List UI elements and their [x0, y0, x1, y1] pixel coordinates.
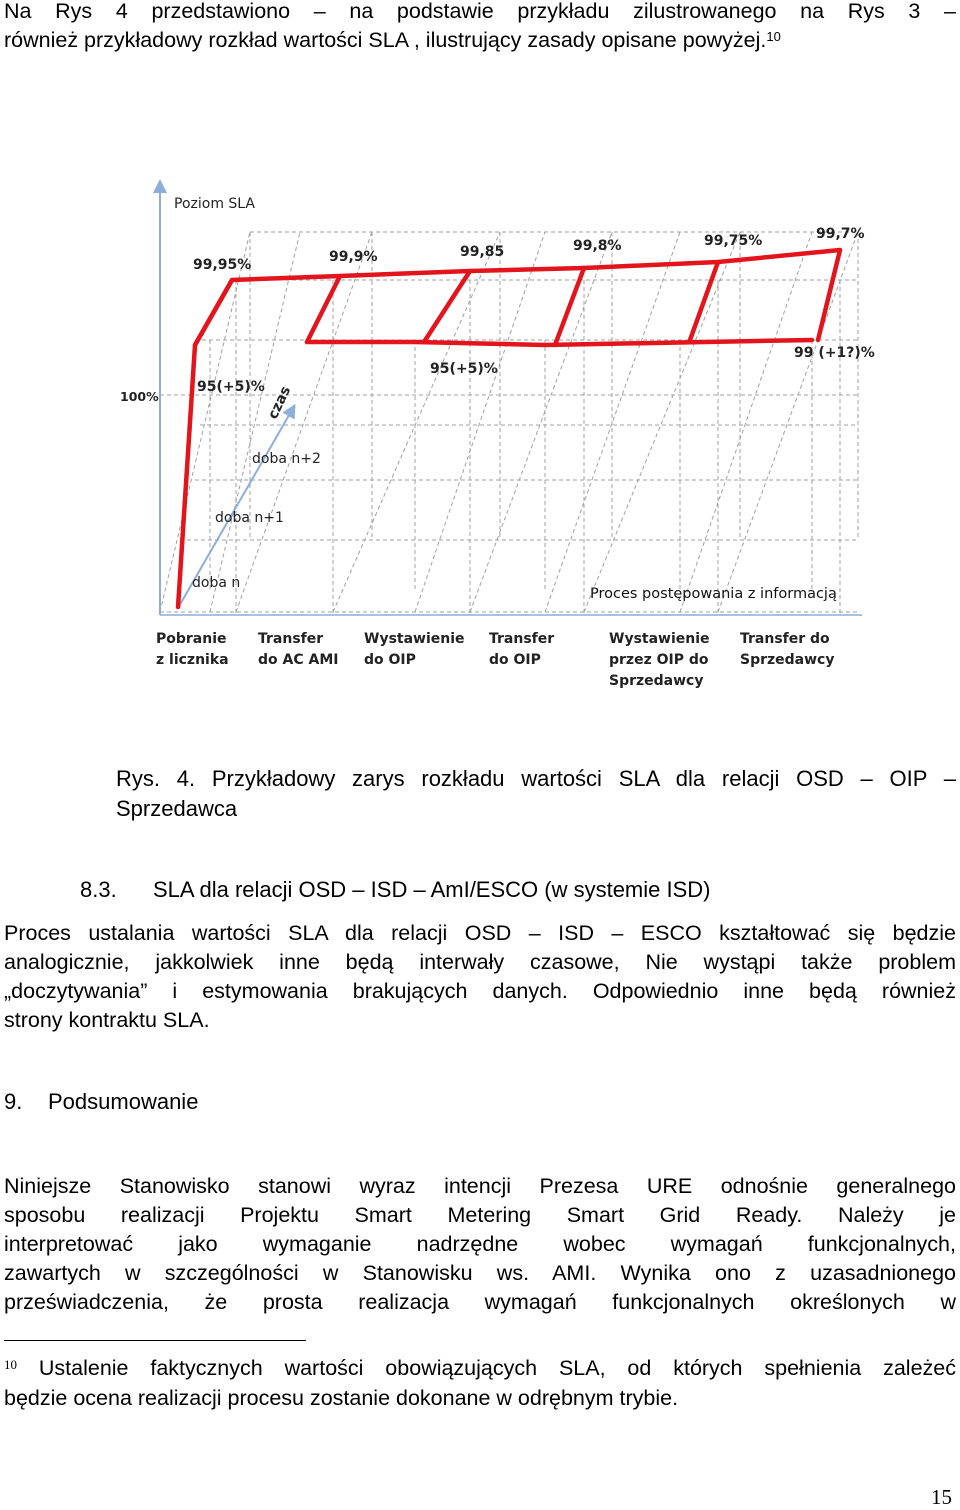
section-83-line-2: analogicznie, jakkolwiek inne będą interwały czasowe, Nie wystąpi także problem — [4, 950, 956, 974]
day-n1: doba n+1 — [215, 510, 284, 526]
intro-line-2-text: również przykładowy rozkład wartości SLA , ilustrujący zasady opisane powyżej. — [4, 28, 767, 52]
stage-labels — [156, 631, 834, 689]
section-9-line-2: sposobu realizacji Projektu Smart Metering Smart Grid Ready. Należy je — [4, 1203, 956, 1227]
footnote-line-1 — [4, 1354, 956, 1383]
stage-5-line-1: Wystawienie — [609, 631, 710, 647]
time-axis-label: czas — [265, 383, 295, 422]
axis-title: Poziom SLA — [174, 196, 255, 212]
section-9-line-1: Niniejsze Stanowisko stanowi wyraz intencji Prezesa URE odnośnie generalnego — [4, 1174, 956, 1198]
footnote-line-2: będzie ocena realizacji procesu zostanie dokonane w odrębnym trybie. — [4, 1386, 679, 1410]
sla-level-2: 99,9% — [329, 249, 378, 265]
section-83-line-3: „doczytywania” i estymowania brakujących danych. Odpowiednio inne będą również — [4, 979, 956, 1003]
footnote-line-1-text: Ustalenie faktycznych wartości obowiązujących SLA, od których spełnienia zależeć — [38, 1356, 956, 1380]
stage-3-line-2: do OIP — [364, 652, 416, 668]
footnote-number: 10 — [4, 1357, 17, 1372]
footnote-separator — [4, 1340, 306, 1341]
section-83-title: SLA dla relacji OSD – ISD – AmI/ESCO (w systemie ISD) — [153, 877, 711, 902]
section-9-line-4: zawartych w szczególności w Stanowisku ws. AMI. Wynika ono z uzasadnionego — [4, 1261, 956, 1285]
sla-level-6: 99,7% — [816, 226, 865, 242]
section-9-line-5: przeświadczenia, że prosta realizacja wymagań funkcjonalnych określonych w — [4, 1290, 956, 1314]
mid-level-3: 99 (+1?)% — [794, 345, 875, 361]
section-83-line-1: Proces ustalania wartości SLA dla relacji OSD – ISD – ESCO kształtować się będzie — [4, 921, 956, 945]
figure-caption-line-2: Sprzedawca — [116, 796, 238, 821]
stage-1-line-1: Pobranie — [156, 631, 227, 647]
footnote-ref: 10 — [766, 29, 781, 44]
stage-6-line-1: Transfer do — [740, 631, 830, 647]
stage-5-line-2: przez OIP do — [609, 652, 709, 668]
stage-6-line-2: Sprzedawcy — [740, 652, 835, 668]
stage-1-line-2: z licznika — [156, 652, 229, 668]
intro-line-1: Na Rys 4 przedstawiono – na podstawie przykładu zilustrowanego na Rys 3 – — [4, 0, 956, 23]
day-n: doba n — [192, 575, 241, 591]
intro-line-2 — [4, 26, 956, 55]
stage-3-line-1: Wystawienie — [364, 631, 465, 647]
sla-level-3: 99,85 — [460, 244, 505, 260]
axes — [160, 186, 862, 615]
sla-level-1: 99,95% — [193, 257, 252, 273]
stage-2-line-1: Transfer — [258, 631, 324, 647]
section-83-line-4: strony kontraktu SLA. — [4, 1008, 210, 1032]
sla-path — [178, 250, 840, 607]
stage-5-line-3: Sprzedawcy — [609, 673, 704, 689]
section-83-number: 8.3. — [80, 877, 117, 902]
section-9-line-3: interpretować jako wymaganie nadrzędne wobec wymagań funkcjonalnych, — [4, 1232, 956, 1256]
day-n2: doba n+2 — [252, 451, 321, 467]
page-number: 15 — [931, 1485, 952, 1509]
grid-lines — [160, 232, 858, 615]
sla-diagram — [0, 170, 960, 700]
sla-level-4: 99,8% — [573, 238, 622, 254]
stage-4-line-1: Transfer — [489, 631, 555, 647]
figure-caption-line-1: Rys. 4. Przykładowy zarys rozkładu wartości SLA dla relacji OSD – OIP – — [116, 766, 956, 791]
mid-level-2: 95(+5)% — [430, 361, 498, 377]
section-9-title: Podsumowanie — [48, 1089, 199, 1114]
mid-level-1: 95(+5)% — [197, 379, 265, 395]
sla-level-5: 99,75% — [704, 233, 763, 249]
stage-2-line-2: do AC AMI — [258, 652, 339, 668]
section-9-number: 9. — [4, 1089, 23, 1114]
level-100: 100% — [120, 389, 159, 404]
process-label: Proces postępowania z informacją — [590, 586, 837, 602]
stage-4-line-2: do OIP — [489, 652, 541, 668]
